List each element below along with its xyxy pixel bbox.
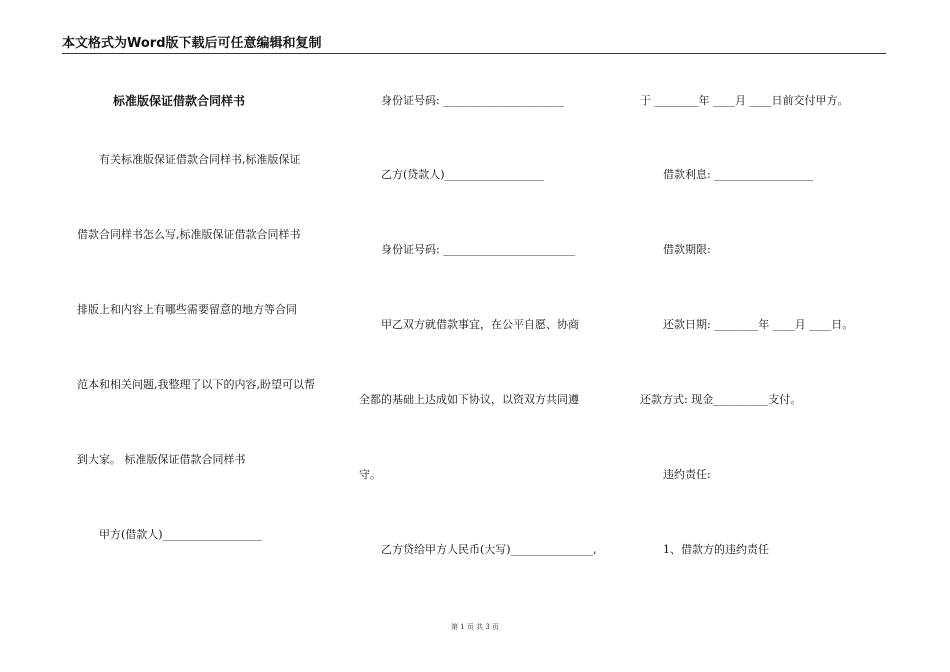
loan-term-field: 借款期限: (663, 243, 711, 256)
liability-heading: 违约责任: (663, 468, 711, 481)
paragraph-line: 甲乙双方就借款事宜，在公平自愿、协商 (381, 318, 579, 331)
paragraph-line: 1、借款方的违约责任 (663, 543, 769, 556)
id-number-field: 身份证号码: ______________________ (381, 94, 565, 107)
borrower-field: 甲方(借款人)__________________ (99, 528, 262, 541)
paragraph-line: 守。 (359, 468, 381, 481)
text-column-2 (340, 0, 630, 672)
paragraph-line: 范本和相关问题,我整理了以下的内容,盼望可以帮 (77, 378, 315, 391)
text-column-3 (630, 0, 930, 672)
interest-field: 借款利息: __________________ (663, 168, 814, 181)
lender-field: 乙方(贷款人)__________________ (381, 168, 544, 181)
paragraph-line: 到大家。 标准版保证借款合同样书 (77, 453, 246, 466)
paragraph-line: 全都的基础上达成如下协议，以资双方共同遵 (359, 393, 579, 406)
repayment-method-field: 还款方式: 现金__________支付。 (640, 393, 802, 406)
document-title: 标准版保证借款合同样书 (113, 94, 246, 108)
loan-amount-field: 乙方贷给甲方人民币(大写)_______________, (381, 543, 597, 556)
repayment-date-field: 还款日期: ________年 ____月 ____日。 (663, 318, 854, 331)
paragraph-line: 借款合同样书怎么写,标准版保证借款合同样书 (77, 228, 301, 241)
text-column-1 (0, 0, 340, 672)
id-number-field: 身份证号码: ________________________ (381, 243, 576, 256)
paragraph-line: 排版上和内容上有哪些需要留意的地方等合同 (77, 303, 297, 316)
delivery-date-field: 于 ________年 ____月 ____日前交付甲方。 (640, 94, 849, 107)
document-header: 本文格式为Word版下载后可任意编辑和复制 (62, 36, 322, 51)
paragraph-line: 有关标准版保证借款合同样书,标准版保证 (99, 153, 301, 166)
page-number: 第 1 页 共 3 页 (450, 623, 500, 631)
